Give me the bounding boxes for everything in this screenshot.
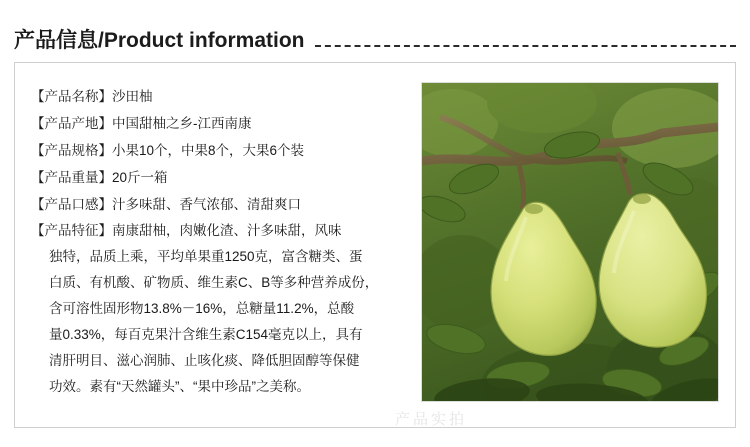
spec-label: 【产品产地】 (31, 116, 112, 131)
spec-label: 【产品口感】 (31, 197, 112, 212)
feature-line: 南康甜柚，肉嫩化渣、汁多味甜，风味 (112, 223, 342, 238)
product-photo (421, 82, 719, 402)
feature-line: 量0.33%，每百克果汁含维生素C154毫克以上，具有 (49, 327, 363, 342)
spec-label: 【产品特征】 (31, 223, 112, 238)
spec-value: 小果10个，中果8个，大果6个装 (112, 143, 305, 158)
pomelo-tree-illustration (422, 83, 718, 401)
spec-label: 【产品规格】 (31, 143, 112, 158)
spec-value: 20斤一箱 (112, 170, 168, 185)
product-spec-list (31, 83, 401, 400)
spec-value: 中国甜柚之乡-江西南康 (112, 116, 252, 131)
spec-label: 【产品重量】 (31, 170, 112, 185)
feature-line: 功效。素有“天然罐头”、“果中珍品”之美称。 (49, 379, 310, 394)
list-item (31, 110, 401, 137)
feature-line: 白质、有机酸、矿物质、维生素C、B等多种营养成份， (49, 275, 379, 290)
feature-line: 独特，品质上乘，平均单果重1250克，富含糖类、蛋 (49, 249, 363, 264)
list-item (31, 83, 401, 110)
list-item (31, 191, 401, 218)
spec-value: 沙田柚 (112, 89, 153, 104)
feature-line: 含可溶性固形物13.8%－16%，总糖量11.2%，总酸 (49, 301, 355, 316)
list-item (31, 164, 401, 191)
spec-value: 汁多味甜、香气浓郁、清甜爽口 (112, 197, 301, 212)
image-watermark: 产品实拍 (395, 411, 468, 428)
page-title: 产品信息/Product information (14, 28, 305, 52)
product-info-card (14, 62, 736, 428)
feature-line: 清肝明目、滋心润肺、止咳化痰、降低胆固醇等保健 (49, 353, 360, 368)
list-item (31, 137, 401, 164)
spec-label: 【产品名称】 (31, 89, 112, 104)
list-item-feature (31, 218, 391, 244)
header-dashed-rule (315, 45, 737, 47)
section-header (0, 18, 750, 62)
